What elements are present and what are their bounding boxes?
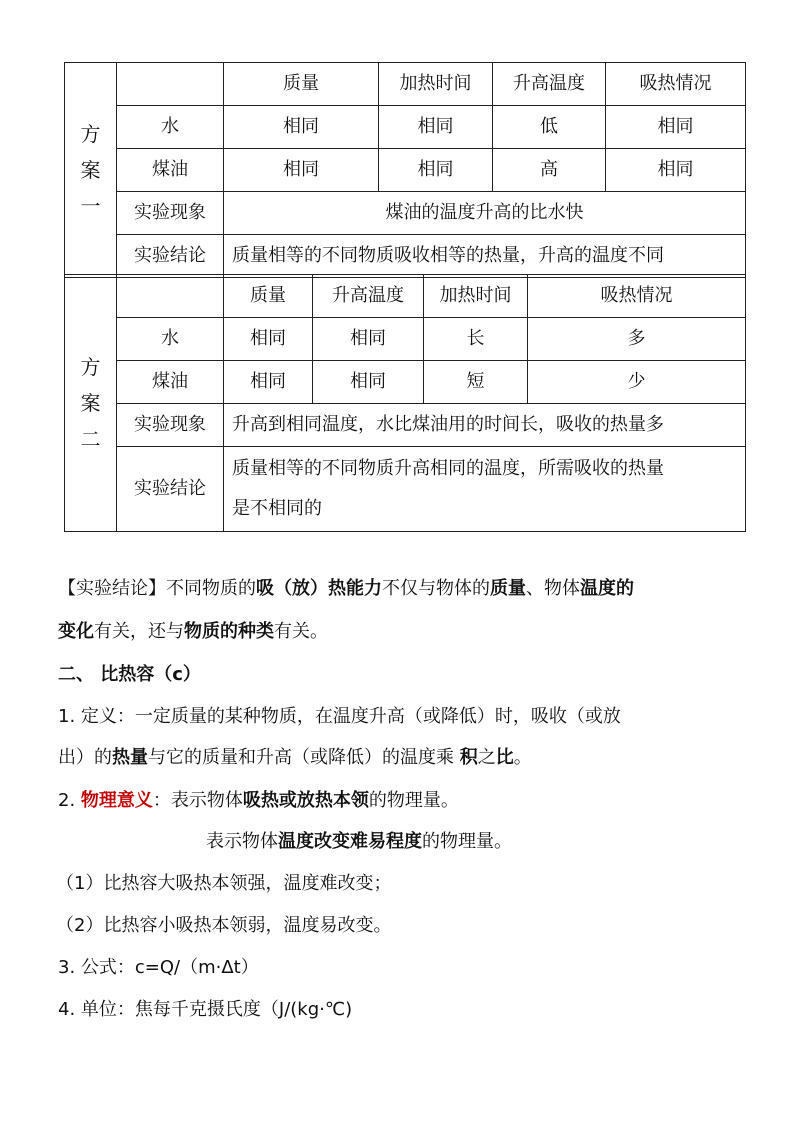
physical-meaning-2: 表示物体温度改变难易程度的物理量。 (206, 831, 512, 852)
definition-line2: 出）的热量与它的质量和升高（或降低）的温度乘 积之比。 (58, 747, 532, 768)
phenomenon-text: 升高到相同温度，水比煤油用的时间长，吸收的热量多 (224, 404, 746, 447)
section-heading: 二、 比热容（c） (58, 664, 201, 685)
header-heat-absorbed: 吸热情况 (606, 63, 746, 106)
header-mass: 质量 (224, 63, 379, 106)
header-heating-time: 加热时间 (424, 275, 528, 318)
plan-one-label: 方 案 一 (65, 63, 117, 278)
phenomenon-text: 煤油的温度升高的比水快 (224, 192, 746, 235)
definition-line1: 1. 定义：一定质量的某种物质，在温度升高（或降低）时，吸收（或放 (58, 706, 621, 727)
experiment-conclusion-line2: 变化有关，还与物质的种类有关。 (58, 621, 328, 642)
header-temp-rise: 升高温度 (493, 63, 606, 106)
table-row: 水 相同 相同 低 相同 (65, 106, 746, 149)
experiment-conclusion-line1: 【实验结论】不同物质的吸（放）热能力不仅与物体的质量、物体温度的 (58, 578, 634, 599)
header-heat-absorbed: 吸热情况 (528, 275, 746, 318)
plan-one-table (64, 62, 746, 278)
formula: 3. 公式：c=Q/（m·Δt） (58, 957, 259, 978)
unit: 4. 单位：焦每千克摄氏度（J/(kg·℃) (58, 999, 353, 1020)
plan-two-table (64, 274, 746, 532)
conclusion-row: 实验结论 质量相等的不同物质吸收相等的热量，升高的温度不同 (65, 235, 746, 278)
plan-two-label: 方 案 二 (65, 275, 117, 532)
conclusion-row: 实验结论 质量相等的不同物质升高相同的温度，所需吸收的热量 是不相同的 (65, 447, 746, 532)
header-mass: 质量 (224, 275, 313, 318)
table-row: 水 相同 相同 长 多 (65, 318, 746, 361)
table-row: 煤油 相同 相同 高 相同 (65, 149, 746, 192)
phenomenon-row: 实验现象 煤油的温度升高的比水快 (65, 192, 746, 235)
physical-meaning: 2. 物理意义：表示物体吸热或放热本领的物理量。 (58, 790, 459, 811)
conclusion-text: 质量相等的不同物质升高相同的温度，所需吸收的热量 是不相同的 (224, 447, 746, 532)
item-1: （1）比热容大吸热本领强，温度难改变； (56, 873, 392, 894)
empty-header-cell (117, 63, 224, 106)
empty-header-cell (117, 275, 224, 318)
phenomenon-row: 实验现象 升高到相同温度，水比煤油用的时间长，吸收的热量多 (65, 404, 746, 447)
item-2: （2）比热容小吸热本领弱，温度易改变。 (56, 915, 392, 936)
table-row: 煤油 相同 相同 短 少 (65, 361, 746, 404)
header-temp-rise: 升高温度 (313, 275, 424, 318)
conclusion-text: 质量相等的不同物质吸收相等的热量，升高的温度不同 (224, 235, 746, 278)
header-heating-time: 加热时间 (379, 63, 493, 106)
